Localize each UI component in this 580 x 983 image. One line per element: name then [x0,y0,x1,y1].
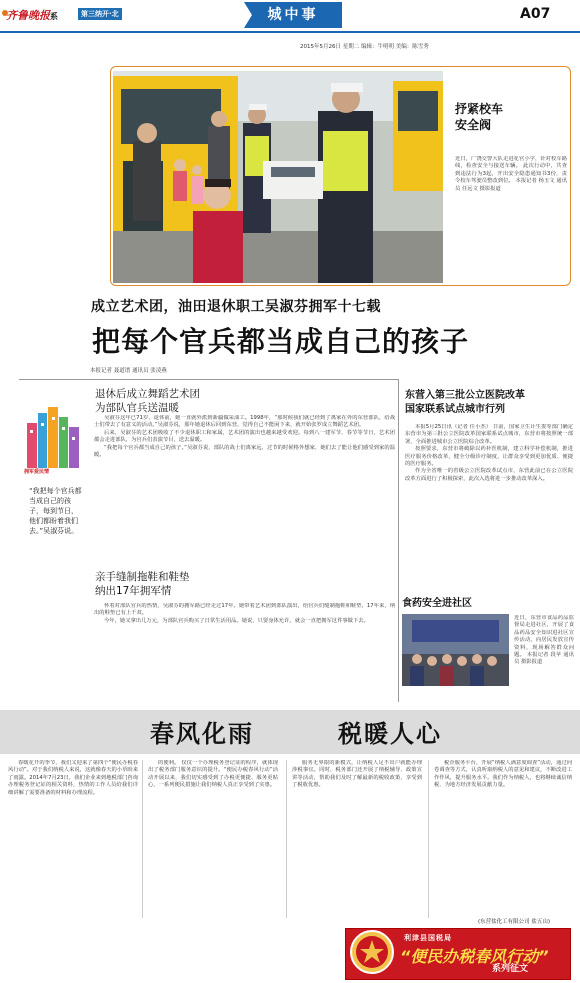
section-title: 城中事 [244,2,342,28]
story-byline: 本报记者 聂道谱 通讯员 张凌燕 [90,368,167,374]
story-body-1: 吴淑芬这年已71岁，退休前，她一直就外派到新疆做采油工。1998年，“那时候我们就已经到了离家在外的东营部队，给战士们带去了有意义的活动。”吴淑芬说，那年她退休后回到东营，觉得自己不能闲下来，就开始张罗成立舞蹈艺术团。 后来，吴淑芬的艺术团吸收了不少退休职工和家属，艺术团的演出也越来越受欢迎。每到八一建军节、春节等节日，艺术团都会走进部队，为官兵们表演节目，送去温暖。 “我把每个官兵都当成自己的孩子。”吴淑芬说，部队的战士们离家远，过节的时候格外想家，她们去了能让他们感受到家的温暖。 [94,415,395,459]
story-body-2: 怀着对部队官兵的热情，吴淑芬的拥军路已经走过17年。她带着艺术团到部队演出，给官兵们缝制拖鞋和鞋垫，17年来，纳出的鞋垫已有上千双。 今年，她又拿出几万元，为部队官兵购买了日常生活用品。她说，只要身体允许，就会一直把拥军这件事做下去。 [94,603,395,624]
hospital-reform-body: 本报5月25日讯（记者 任小杰） 日前，国家卫生计生委等部门确定东营市为第三批公立医院改革国家联系试点城市，东营市将按照统一部署，全面推进城市公立医院综合改革。 按照要求，东营市将破除以药补医机制，建立科学补偿机制，推进医疗服务价格改革，健全分级诊疗制度，让群众享受到更加优质、便捷的医疗服务。 作为全省唯一的省级公立医院改革试点市，东营此前已在公立医院改革方面进行了积极探索，此次入选将进一步推动改革深入。 [405,424,573,482]
essay-column-4: 税企服务平台，开展“纳税人满意度调查”活动，通过问卷调查等方式，认真听取纳税人的意见和建议，不断改进工作作风，提升服务水平。我们作为纳税人，也将继续诚信纳税，为地方经济发展贡献力量。 [434,760,572,789]
series-badge: 第三纳开·北 [78,8,122,20]
banner-title-right: 税暖人心 [338,720,442,748]
story-divider [19,379,398,380]
feature-title: 抒紧校车 安全阀 [455,102,504,132]
essay-column-1: 春暖花开的季节，我们又迎来了第四个“便民办税春风行动”。对于我们纳税人来说，这就像春天的小草盼来了雨露。2014年7月23日，我们企业来到地税部门咨询办理税务登记证的相关资料，热情的工作人员给我们详细讲解了需要准备的材料和办理流程。 [8,760,138,796]
dateline: 2015年5月26日 星期二 编辑：牛明明 美编：陈雪秀 [300,44,429,50]
food-safety-caption: 近日，东营市食品药品监督局走进社区，开展了食品药品安全知识进社区宣传活动，向居民发放宣传资料，现场解答群众问题。 本报记者 段苹 通讯员 摄影报道 [514,615,574,666]
hospital-reform-headline: 东营入第三批公立医院改革 国家联系试点城市行列 [405,390,525,415]
column-rule [428,760,429,918]
ad-tag: 系列征文 [492,964,529,974]
ad-slogan: “便民办税春风行动” [400,947,549,966]
column-divider [398,379,399,702]
banner-title-left: 春风化雨 [150,720,254,748]
page-number: A07 [520,6,551,22]
section-arrow-icon [244,2,252,28]
header-divider [0,31,580,33]
column-rule [286,760,287,918]
story-headline: 把每个官兵都当成自己的孩子 [92,325,470,358]
column-rule [142,760,143,918]
essay-author: (东营盐化工有限公司 盐五山) [478,919,551,925]
school-bus-photo [113,71,443,283]
food-safety-photo [402,614,509,686]
food-safety-headline: 食药安全进社区 [402,598,472,609]
story-kicker: 成立艺术团，油田退休职工吴淑芬拥军十七载 [91,299,381,315]
tax-banner [0,710,580,754]
logo-caption: 拥军爱民情 [24,469,50,475]
subheading-2: 亲手缝制拖鞋和鞋垫 纳出17年拥军情 [95,571,190,597]
ad-organization: 利津县国税局 [404,934,452,942]
essay-column-2: 的便利。 仅仅一个办理税务登记证的程序，就体现出了税务部门服务意识的提升。“便民办税春风行动”活动开展以来，我们切实感受到了办税更便捷、服务更贴心，一系列便民措施让我们纳税人真正享受到了实惠。 [148,760,278,789]
newspaper-logo: 齐鲁晚报系 [6,9,58,22]
feature-caption: 近日，广饶交警大队走进花官小学，针对校车路线，检查安全与接送车辆。 此次行动中，共查到违法行为3起，开出安全隐患通知书3份，责令校车驾驶员整改到位。 本报记者 杨玉文 通讯员 任远文 摄影报道 [455,156,567,192]
pull-quote: “我把每个官兵都当成自己的孩子，每到节日，他们都盼着我们去。”吴淑芬说。 [29,487,82,535]
essay-column-3: 服务无界限的新模式，让纳税人足不出户就能办理涉税事宜。同时，税务部门还开展了纳税辅导、政策宣讲等活动，帮助我们及时了解最新的税收政策，享受到了税收优惠。 [292,760,422,789]
subheading-1: 退休后成立舞蹈艺术团 为部队官兵送温暖 [95,388,200,414]
tax-emblem-icon [350,930,394,974]
army-love-logo-icon [25,405,81,470]
